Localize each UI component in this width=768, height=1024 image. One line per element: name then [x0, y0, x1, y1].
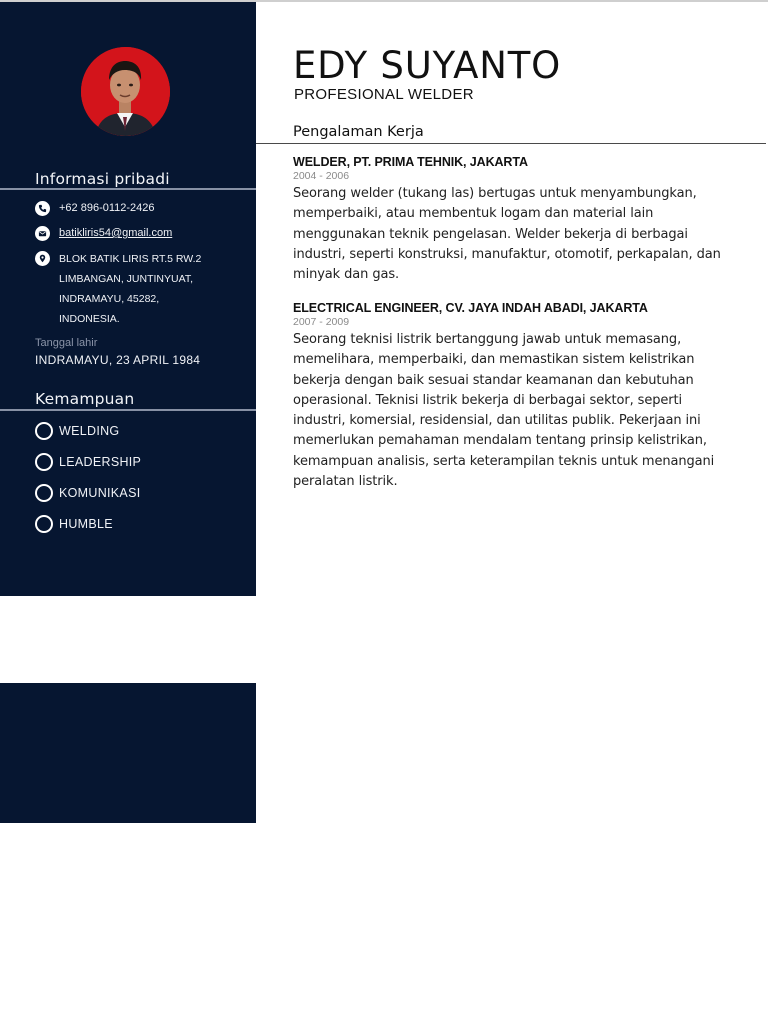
skill-item	[35, 422, 119, 440]
birth-date-value: INDRAMAYU, 23 APRIL 1984	[35, 353, 201, 367]
sidebar	[0, 2, 256, 596]
experience-divider	[256, 143, 766, 144]
skill-label: HUMBLE	[59, 517, 113, 531]
job-years: 2004 - 2006	[293, 170, 350, 182]
job-description: Seorang welder (tukang las) bertugas untuk menyambungkan, memperbaiki, atau membentuk logam dan material lain menggunakan teknik pengelasan. Welder bekerja di berbagai industri, seperti konstruksi, manufaktur, otomotif, perkapalan, dan minyak dan gas.	[293, 186, 721, 283]
skill-bullet-icon	[35, 515, 53, 533]
full-name: EDY SUYANTO	[293, 44, 562, 87]
job-role: PROFESIONAL WELDER	[294, 86, 474, 103]
address-line: INDONESIA.	[59, 313, 120, 325]
address-line: LIMBANGAN, JUNTINYUAT,	[59, 273, 193, 285]
personal-info-heading: Informasi pribadi	[35, 170, 170, 188]
skill-bullet-icon	[35, 484, 53, 502]
phone-icon	[35, 201, 50, 216]
skills-heading: Kemampuan	[35, 390, 135, 408]
skill-label: LEADERSHIP	[59, 455, 142, 469]
skill-item	[35, 515, 113, 533]
job-entry	[293, 155, 733, 285]
address-line: BLOK BATIK LIRIS RT.5 RW.2	[59, 253, 202, 265]
skill-bullet-icon	[35, 453, 53, 471]
skill-label: KOMUNIKASI	[59, 486, 141, 500]
job-title: ELECTRICAL ENGINEER, CV. JAYA INDAH ABADI, JAKARTA	[293, 301, 648, 315]
email-link[interactable]: batikliris54@gmail.com	[59, 227, 173, 239]
job-description: Seorang teknisi listrik bertanggung jawab untuk memasang, memelihara, memperbaiki, dan memastikan sistem kelistrikan bekerja dengan baik sesuai standar keamanan dan kebutuhan operasional. Teknisi listrik bekerja di berbagai sektor, seperti industri, komersial, residensial, dan utilitas publik. Pekerjaan ini memerlukan pemahaman mendalam tentang prinsip kelistrikan, kemampuan analisis, serta keterampilan teknis untuk menangani peralatan listrik.	[293, 332, 715, 490]
skill-item	[35, 453, 141, 471]
mail-icon	[35, 226, 50, 241]
skill-bullet-icon	[35, 422, 53, 440]
personal-info-divider	[0, 188, 256, 190]
address-line: INDRAMAYU, 45282,	[59, 293, 160, 305]
job-years: 2007 - 2009	[293, 316, 350, 328]
profile-photo-illustration	[81, 47, 170, 136]
phone-row	[35, 201, 155, 216]
birth-date-label: Tanggal lahir	[35, 337, 98, 349]
job-entry	[293, 301, 733, 492]
phone-number: +62 896-0112-2426	[59, 202, 155, 214]
address-row	[35, 249, 201, 329]
skill-label: WELDING	[59, 424, 120, 438]
address	[59, 249, 201, 329]
job-title: WELDER, PT. PRIMA TEHNIK, JAKARTA	[293, 155, 528, 169]
profile-photo	[81, 47, 170, 136]
skills-divider	[0, 409, 256, 411]
sidebar-continuation	[0, 683, 256, 823]
email-row	[35, 226, 172, 241]
skill-item	[35, 484, 141, 502]
experience-heading: Pengalaman Kerja	[293, 124, 424, 140]
location-pin-icon	[35, 251, 50, 266]
